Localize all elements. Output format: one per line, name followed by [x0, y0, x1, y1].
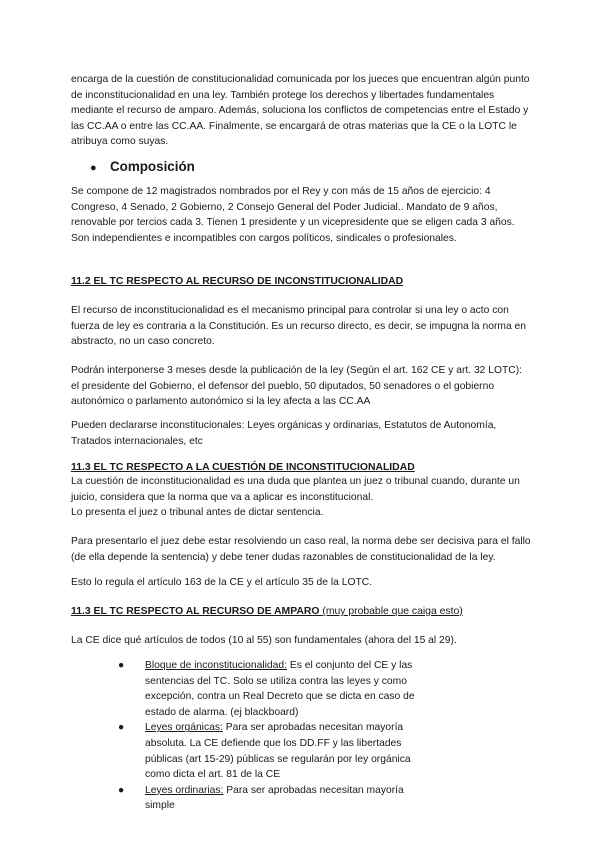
bullet-icon: ●: [118, 784, 125, 796]
amparo-heading-text: 11.3 EL TC RESPECTO AL RECURSO DE AMPARO: [71, 606, 323, 617]
section-heading-cuestion-inconstitucionalidad: 11.3 EL TC RESPECTO A LA CUESTIÓN DE INCONSTITUCIONALIDAD: [71, 462, 415, 473]
section-heading-recurso-amparo: [71, 604, 541, 619]
list-item: [112, 658, 432, 720]
cuestion-paragraph-1: La cuestión de inconstitucionalidad es una duda que plantea un juez o tribunal cuando, durante un juicio, considera que la norma que va a aplicar es inconstitucional.: [71, 476, 520, 503]
list-item-text: Es el conjunto del CE y las sentencias del TC. Solo se utiliza contra las leyes y como excepción, contra un Real Decreto que se dicta en caso de estado de alarma. (ej blackboard): [145, 660, 415, 718]
list-item: [112, 720, 432, 782]
composicion-title: Composición: [110, 159, 195, 174]
amparo-paragraph-1: La CE dice qué artículos de todos (10 al 55) son fundamentales (ahora del 15 al 29).: [71, 635, 457, 646]
bullet-icon: ●: [90, 162, 97, 174]
list-item-text: Para ser aprobadas necesitan mayoría simple: [145, 784, 404, 812]
list-item: [112, 783, 432, 814]
recurso-paragraph-2: Podrán interponerse 3 meses desde la publicación de la ley (Según el art. 162 CE y art. 32 LOTC): el presidente del Gobierno, el defensor del pueblo, 50 diputados, 50 senadores o el gobierno autonómico o parlamento autonómico si la ley afecta a las CC.AA: [71, 365, 523, 408]
list-item-term: Leyes ordinarias:: [145, 784, 224, 796]
bullet-icon: ●: [118, 660, 125, 671]
composicion-paragraph: Se compone de 12 magistrados nombrados por el Rey y con más de 15 años de ejercicio: 4 Congreso, 4 Senado, 2 Gobierno, 2 Consejo General del Poder Judicial.. Mandato de 9 años, renovable por tercios cada 3. Tienen 1 presidente y un vicepresidente que se eligen cada 3 años. Son independientes e incompatibles con cargos políticos, sindicales o profesionales.: [71, 186, 515, 244]
cuestion-paragraph-4: Esto lo regula el artículo 163 de la CE y el artículo 35 de la LOTC.: [71, 577, 373, 588]
intro-paragraph: encarga de la cuestión de constitucionalidad comunicada por los jueces que encuentran algún punto de inconstitucionalidad en una ley. También protege los derechos y libertades fundamentales mediante el recurso de amparo. Además, soluciona los conflictos de competencias entre el Estado y las CC.AA o entre las CC.AA. Finalmente, se encargará de otras materias que la CE o la LOTC le atribuya como suyas.: [71, 74, 530, 148]
recurso-paragraph-1: El recurso de inconstitucionalidad es el mecanismo principal para controlar si una ley o acto con fuerza de ley es contraria a la Constitución. Es un recurso directo, es decir, se impugna la norma en abstracto, no un caso concreto.: [71, 305, 527, 348]
recurso-paragraph-3: Pueden declararse inconstitucionales: Leyes orgánicas y ordinarias, Estatutos de Autonomía, Tratados internacionales, etc: [71, 420, 497, 447]
section-heading-recurso-inconstitucionalidad: 11.2 EL TC RESPECTO AL RECURSO DE INCONSTITUCIONALIDAD: [71, 276, 404, 287]
composicion-heading: [90, 157, 195, 178]
cuestion-paragraph-3: Para presentarlo el juez debe estar resolviendo un caso real, la norma debe ser decisiva para el fallo (de ella depende la sentencia) y debe tener dudas razonables de constitucionalidad de la ley.: [71, 536, 531, 563]
bullet-icon: ●: [118, 722, 125, 734]
cuestion-paragraph-2: Lo presenta el juez o tribunal antes de dictar sentencia.: [71, 507, 324, 518]
amparo-heading-note: (muy probable que caiga esto): [322, 606, 463, 617]
list-item-text: Para ser aprobadas necesitan mayoría absoluta. La CE defiende que los DD.FF y las libertades públicas (art 15-29) públicas se regularán por ley orgánica como dicta el art. 81 de la CE: [145, 722, 411, 781]
amparo-bullet-list: [112, 658, 432, 814]
list-item-term: Bloque de inconstitucionalidad:: [145, 660, 287, 671]
list-item-term: Leyes orgánicas:: [145, 722, 223, 734]
